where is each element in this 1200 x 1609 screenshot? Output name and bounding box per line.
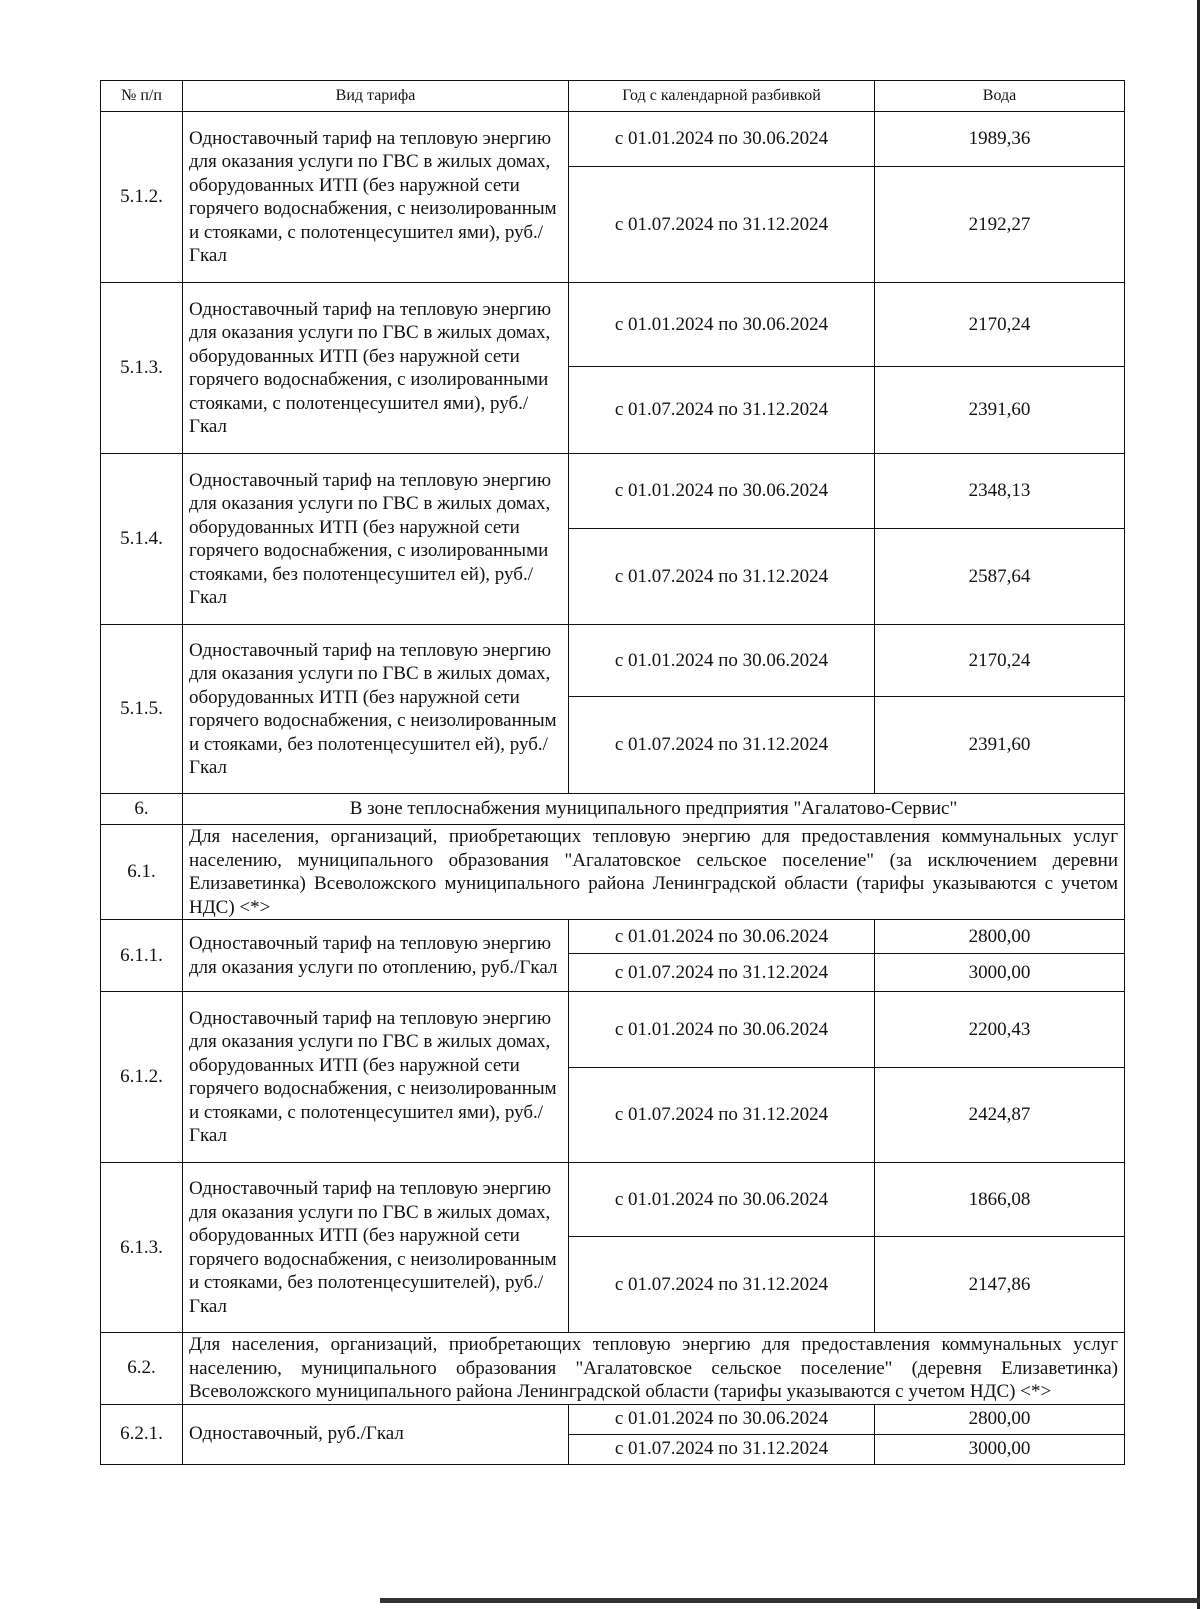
period-cell: с 01.07.2024 по 31.12.2024 <box>569 697 875 794</box>
value-cell: 2587,64 <box>875 529 1125 625</box>
header-water: Вода <box>875 81 1125 112</box>
section-description: Для населения, организаций, приобретающих тепловую энергию для предоставления коммунальных услуг населению, муниципального образования "Агалатовское сельское поселение" (за исключением деревни Елизаветинка) Всеволожского муниципального района Ленинградской области (тарифы указываются с учетом НДС) <*> <box>183 825 1125 920</box>
value-cell: 2192,27 <box>875 167 1125 283</box>
row-num: 6. <box>101 794 183 825</box>
table-header-row <box>101 81 1125 112</box>
period-cell: с 01.07.2024 по 31.12.2024 <box>569 1434 875 1464</box>
period-cell: с 01.07.2024 по 31.12.2024 <box>569 1237 875 1333</box>
row-num: 6.1.1. <box>101 920 183 992</box>
table-row <box>101 625 1125 697</box>
section-description: Для населения, организаций, приобретающих тепловую энергию для предоставления коммунальных услуг населению, муниципального образования "Агалатовское сельское поселение" (деревня Елизаветинка) Всеволожского муниципального района Ленинградской области (тарифы указываются с учетом НДС) <*> <box>183 1333 1125 1405</box>
period-cell: с 01.01.2024 по 30.06.2024 <box>569 625 875 697</box>
header-num: № п/п <box>101 81 183 112</box>
table-row <box>101 112 1125 167</box>
row-num: 6.1. <box>101 825 183 920</box>
row-description: Одноставочный тариф на тепловую энергию для оказания услуги по отоплению, руб./Гкал <box>183 920 569 992</box>
table-row <box>101 454 1125 529</box>
value-cell: 2170,24 <box>875 283 1125 367</box>
row-num: 6.1.2. <box>101 992 183 1163</box>
value-cell: 2800,00 <box>875 1404 1125 1434</box>
row-num: 5.1.4. <box>101 454 183 625</box>
row-description: Одноставочный, руб./Гкал <box>183 1404 569 1464</box>
row-num: 5.1.5. <box>101 625 183 794</box>
value-cell: 1866,08 <box>875 1163 1125 1237</box>
period-cell: с 01.01.2024 по 30.06.2024 <box>569 920 875 954</box>
tariff-table <box>100 80 1125 1465</box>
value-cell: 2170,24 <box>875 625 1125 697</box>
row-description: Одноставочный тариф на тепловую энергию для оказания услуги по ГВС в жилых домах, оборудованных ИТП (без наружной сети горячего водоснабжения, с неизолированным и стояками, с полотенцесушител ями), руб./Гкал <box>183 992 569 1163</box>
value-cell: 2424,87 <box>875 1068 1125 1163</box>
scan-bottom-edge <box>380 1598 1200 1603</box>
value-cell: 2391,60 <box>875 697 1125 794</box>
table-row <box>101 1163 1125 1237</box>
row-num: 6.1.3. <box>101 1163 183 1333</box>
value-cell: 1989,36 <box>875 112 1125 167</box>
period-cell: с 01.07.2024 по 31.12.2024 <box>569 167 875 283</box>
period-cell: с 01.07.2024 по 31.12.2024 <box>569 954 875 992</box>
row-num: 6.2.1. <box>101 1404 183 1464</box>
table-row <box>101 992 1125 1068</box>
period-cell: с 01.01.2024 по 30.06.2024 <box>569 992 875 1068</box>
table-row <box>101 1404 1125 1434</box>
period-cell: с 01.01.2024 по 30.06.2024 <box>569 454 875 529</box>
section-row <box>101 825 1125 920</box>
table-row <box>101 920 1125 954</box>
value-cell: 3000,00 <box>875 954 1125 992</box>
row-num: 5.1.3. <box>101 283 183 454</box>
zone-title: В зоне теплоснабжения муниципального предприятия "Агалатово-Сервис" <box>183 794 1125 825</box>
period-cell: с 01.01.2024 по 30.06.2024 <box>569 283 875 367</box>
value-cell: 2200,43 <box>875 992 1125 1068</box>
row-description: Одноставочный тариф на тепловую энергию для оказания услуги по ГВС в жилых домах, оборудованных ИТП (без наружной сети горячего водоснабжения, с изолированными стояками, с полотенцесушител ями), руб./Гкал <box>183 283 569 454</box>
period-cell: с 01.01.2024 по 30.06.2024 <box>569 1404 875 1434</box>
period-cell: с 01.07.2024 по 31.12.2024 <box>569 529 875 625</box>
period-cell: с 01.07.2024 по 31.12.2024 <box>569 1068 875 1163</box>
zone-row <box>101 794 1125 825</box>
row-description: Одноставочный тариф на тепловую энергию для оказания услуги по ГВС в жилых домах, оборудованных ИТП (без наружной сети горячего водоснабжения, с неизолированным и стояками, без полотенцесушител ей), руб./Гкал <box>183 625 569 794</box>
value-cell: 2348,13 <box>875 454 1125 529</box>
section-row <box>101 1333 1125 1405</box>
period-cell: с 01.07.2024 по 31.12.2024 <box>569 367 875 454</box>
row-description: Одноставочный тариф на тепловую энергию для оказания услуги по ГВС в жилых домах, оборудованных ИТП (без наружной сети горячего водоснабжения, с изолированными стояками, без полотенцесушител ей), руб./Гкал <box>183 454 569 625</box>
header-tariff-type: Вид тарифа <box>183 81 569 112</box>
value-cell: 2800,00 <box>875 920 1125 954</box>
period-cell: с 01.01.2024 по 30.06.2024 <box>569 112 875 167</box>
value-cell: 2391,60 <box>875 367 1125 454</box>
row-description: Одноставочный тариф на тепловую энергию для оказания услуги по ГВС в жилых домах, оборудованных ИТП (без наружной сети горячего водоснабжения, с неизолированным и стояками, без полотенцесушителей), руб./Гкал <box>183 1163 569 1333</box>
header-period: Год с календарной разбивкой <box>569 81 875 112</box>
row-num: 5.1.2. <box>101 112 183 283</box>
value-cell: 2147,86 <box>875 1237 1125 1333</box>
row-num: 6.2. <box>101 1333 183 1405</box>
value-cell: 3000,00 <box>875 1434 1125 1464</box>
period-cell: с 01.01.2024 по 30.06.2024 <box>569 1163 875 1237</box>
row-description: Одноставочный тариф на тепловую энергию для оказания услуги по ГВС в жилых домах, оборудованных ИТП (без наружной сети горячего водоснабжения, с неизолированным и стояками, с полотенцесушител ями), руб./Гкал <box>183 112 569 283</box>
table-row <box>101 283 1125 367</box>
